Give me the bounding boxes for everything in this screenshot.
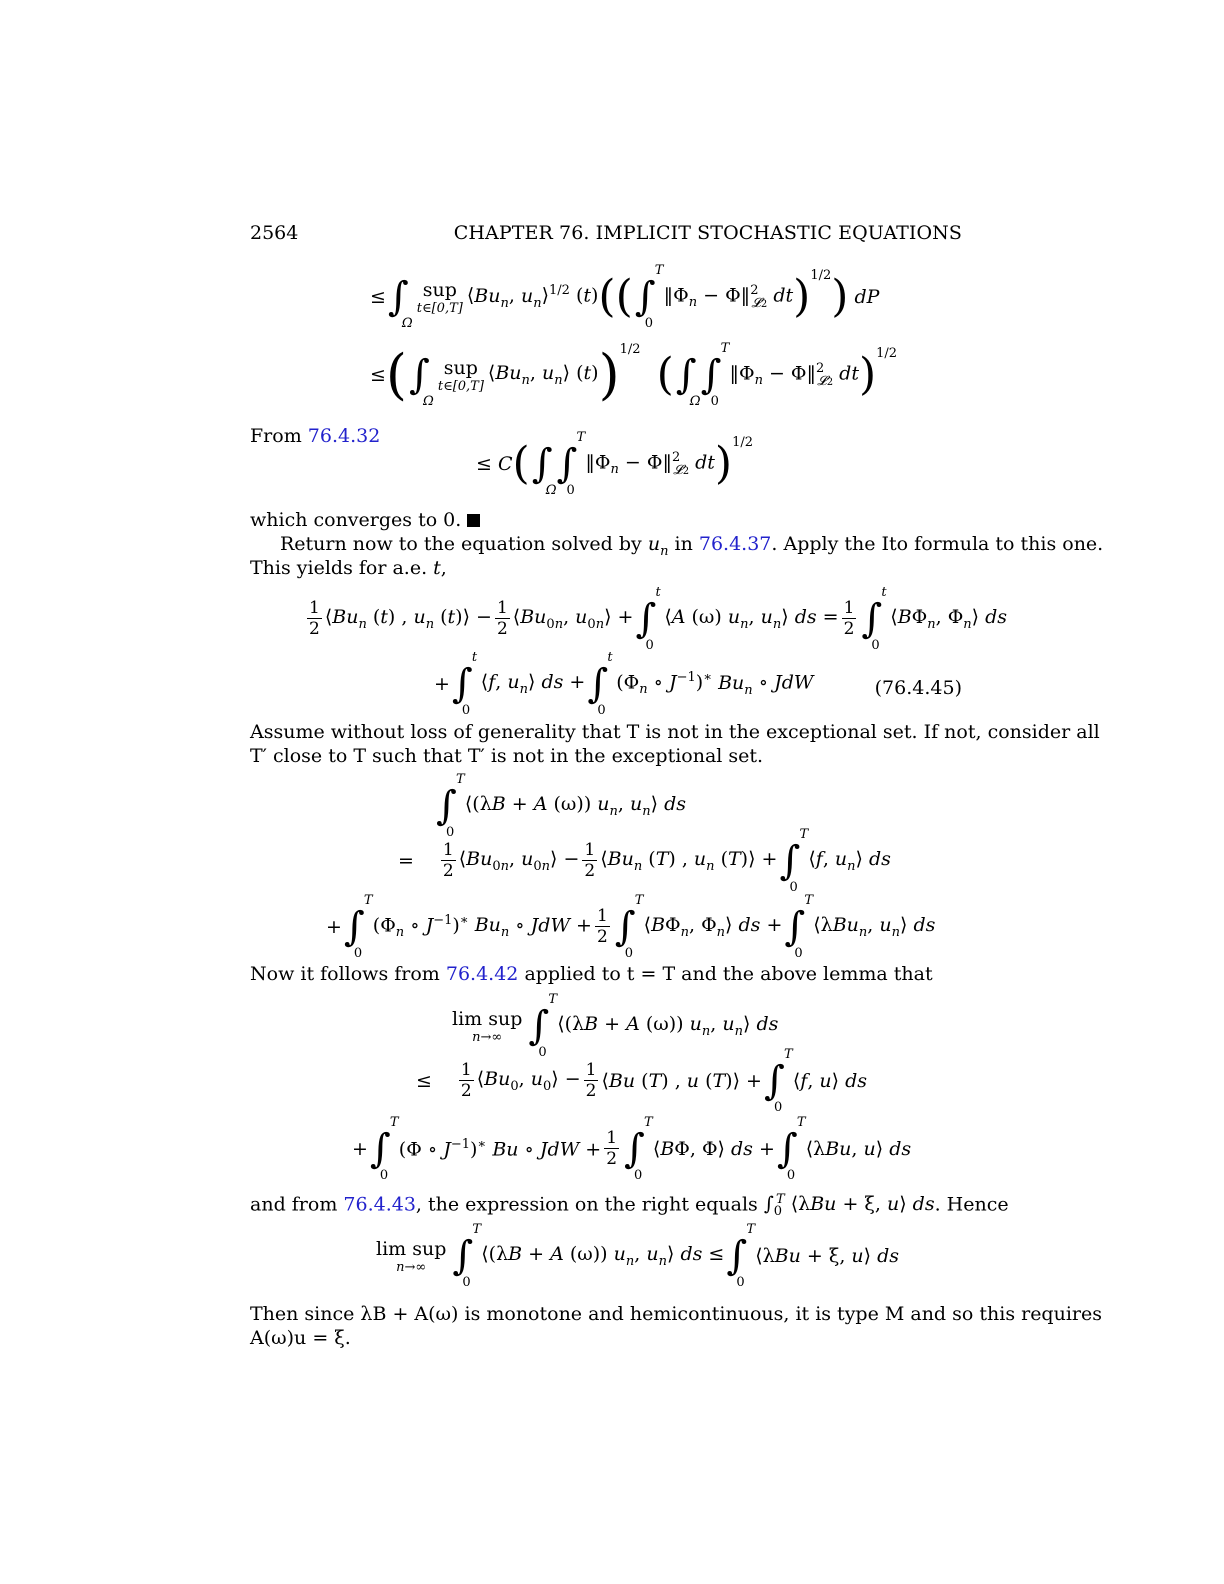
then-line-1: Then since λB + A(ω) is monotone and hemicontinuous, it is type M and so this requires <box>250 1303 1102 1325</box>
andfrom-text-c: . Hence <box>934 1193 1009 1216</box>
equation-limsup-final: lim sup n→∞ ∫ T 0 ⟨(λB + A (ω)) $u_n$, $u_n⟩$ ds ≤ ∫ T 0 ⟨λBu + ξ, u⟩ ds <box>376 1222 900 1290</box>
equation-inequality-3: ≤ C ( ∫ Ω ∫ T 0 $‖\Phi_n$ − Φ‖$^2_{𝓛2}$ dt ) 1/2 <box>476 430 754 498</box>
andfrom-text-b: , the expression on the right equals <box>415 1193 758 1216</box>
yields-line: This yields for a.e. t, <box>250 557 447 579</box>
equation-ito-line-1: $\frac{1}{2}$ $⟨Bu_n$ (t) , $u_n$ (t)⟩ − $\frac{1}{2}$ $⟨Bu_{0n}$, $u_{0n}⟩$ + ∫ t 0 ⟨A (ω) $u_n$, $u_n⟩$ ds = $\frac{1}{2}$ ∫ t 0 $⟨B\Phi_n$, $\Phi_n⟩$ ds <box>309 584 1008 653</box>
andfrom-text-a: and from <box>250 1193 338 1216</box>
equation-inequality-2: ≤ ( ∫ Ω sup t∈[0,T] $⟨Bu_n$, $u_n⟩$ (t) ) 1/2 ( ∫ Ω ∫ T 0 $‖\Phi_n$ − Φ‖$^2_{𝓛2}$ dt ) 1/2 <box>370 341 898 409</box>
now-line <box>250 962 933 986</box>
equation-inequality-1: ≤ ∫ Ω sup t∈[0,T] $⟨Bu_n$, $u_n⟩^{1/2}$ (t) (( ∫ T 0 $‖\Phi_n$ − Φ‖$^2_{𝓛2}$ dt ) 1/2 ) dP <box>370 263 880 331</box>
equation-number: (76.4.45) <box>874 677 962 699</box>
return-line: Return now to the equation solved by $u_n$ in 76.4.37. Apply the Ito formula to this one. <box>280 533 1104 559</box>
equation-limsup-3: + ∫ T 0 (Φ ∘ $J^{-1})^∗$ Bu ∘ JdW + $\frac{1}{2}$ ∫ T 0 ⟨BΦ, Φ⟩ ds + ∫ T 0 ⟨λBu, u⟩ ds <box>352 1114 912 1183</box>
return-text-c: . Apply the Ito formula to this one. <box>771 533 1104 555</box>
return-text-b: in <box>674 533 693 555</box>
page-number: 2564 <box>250 222 299 244</box>
then-line-2: A(ω)u = ξ. <box>250 1327 351 1349</box>
from-line <box>250 424 380 448</box>
running-header: CHAPTER 76. IMPLICIT STOCHASTIC EQUATIONS <box>453 222 962 244</box>
equation-limsup-2: ≤ $\frac{1}{2}$ $⟨Bu_0$, $u_0⟩$ − $\frac{1}{2}$ ⟨Bu (T) , u (T)⟩ + ∫ T 0 ⟨f, u⟩ ds <box>416 1046 868 1115</box>
ref-76-4-37[interactable]: 76.4.37 <box>698 533 772 555</box>
equation-integral-T-2: = $\frac{1}{2}$ $⟨Bu_{0n}$, $u_{0n}⟩$ − $\frac{1}{2}$ $⟨Bu_n$ (T) , $u_n$ (T)⟩ + ∫ T 0 ⟨f, $u_n⟩$ ds <box>398 826 891 895</box>
converges-line <box>250 508 480 532</box>
ref-76-4-43[interactable]: 76.4.43 <box>343 1193 416 1216</box>
now-text-a: Now it follows from <box>250 963 440 985</box>
qed-square <box>467 514 480 527</box>
converges-text: which converges to 0. <box>250 509 462 531</box>
yields-text: This yields for a.e. <box>250 557 428 579</box>
now-text-b: applied to t = T and the above lemma that <box>524 963 933 985</box>
ref-76-4-42[interactable]: 76.4.42 <box>445 963 519 985</box>
equation-ito-line-2: + ∫ t 0 ⟨f, $u_n⟩$ ds + ∫ t 0 ($\Phi_n$ ∘ $J^{-1})^∗$ $Bu_n$ ∘ JdW <box>434 650 814 718</box>
from-text: From <box>250 425 302 447</box>
assume-line-1: Assume without loss of generality that T is not in the exceptional set. If not, consider all <box>250 721 1100 743</box>
equation-integral-T-1: ∫ T 0 ⟨(λB + A (ω)) $u_n$, $u_n⟩$ ds <box>436 772 686 840</box>
equation-integral-T-3: + ∫ T 0 ($\Phi_n$ ∘ $J^{-1})^∗$ $Bu_n$ ∘ JdW + $\frac{1}{2}$ ∫ T 0 $⟨B\Phi_n$, $\Phi_n⟩$ ds + ∫ T 0 ⟨λBu$_n$, $u_n⟩$ ds <box>326 892 936 961</box>
return-text-a: Return now to the equation solved by <box>280 533 642 555</box>
ref-76-4-32[interactable]: 76.4.32 <box>307 425 381 447</box>
equation-limsup-1: lim sup n→∞ ∫ T 0 ⟨(λB + A (ω)) $u_n$, $u_n⟩$ ds <box>452 992 779 1060</box>
assume-line-2: T′ close to T such that T′ is not in the exceptional set. <box>250 745 764 767</box>
andfrom-line: and from 76.4.43, the expression on the right equals $\int_0^T$ ⟨λBu + ξ, u⟩ ds. Hence <box>250 1192 1009 1220</box>
